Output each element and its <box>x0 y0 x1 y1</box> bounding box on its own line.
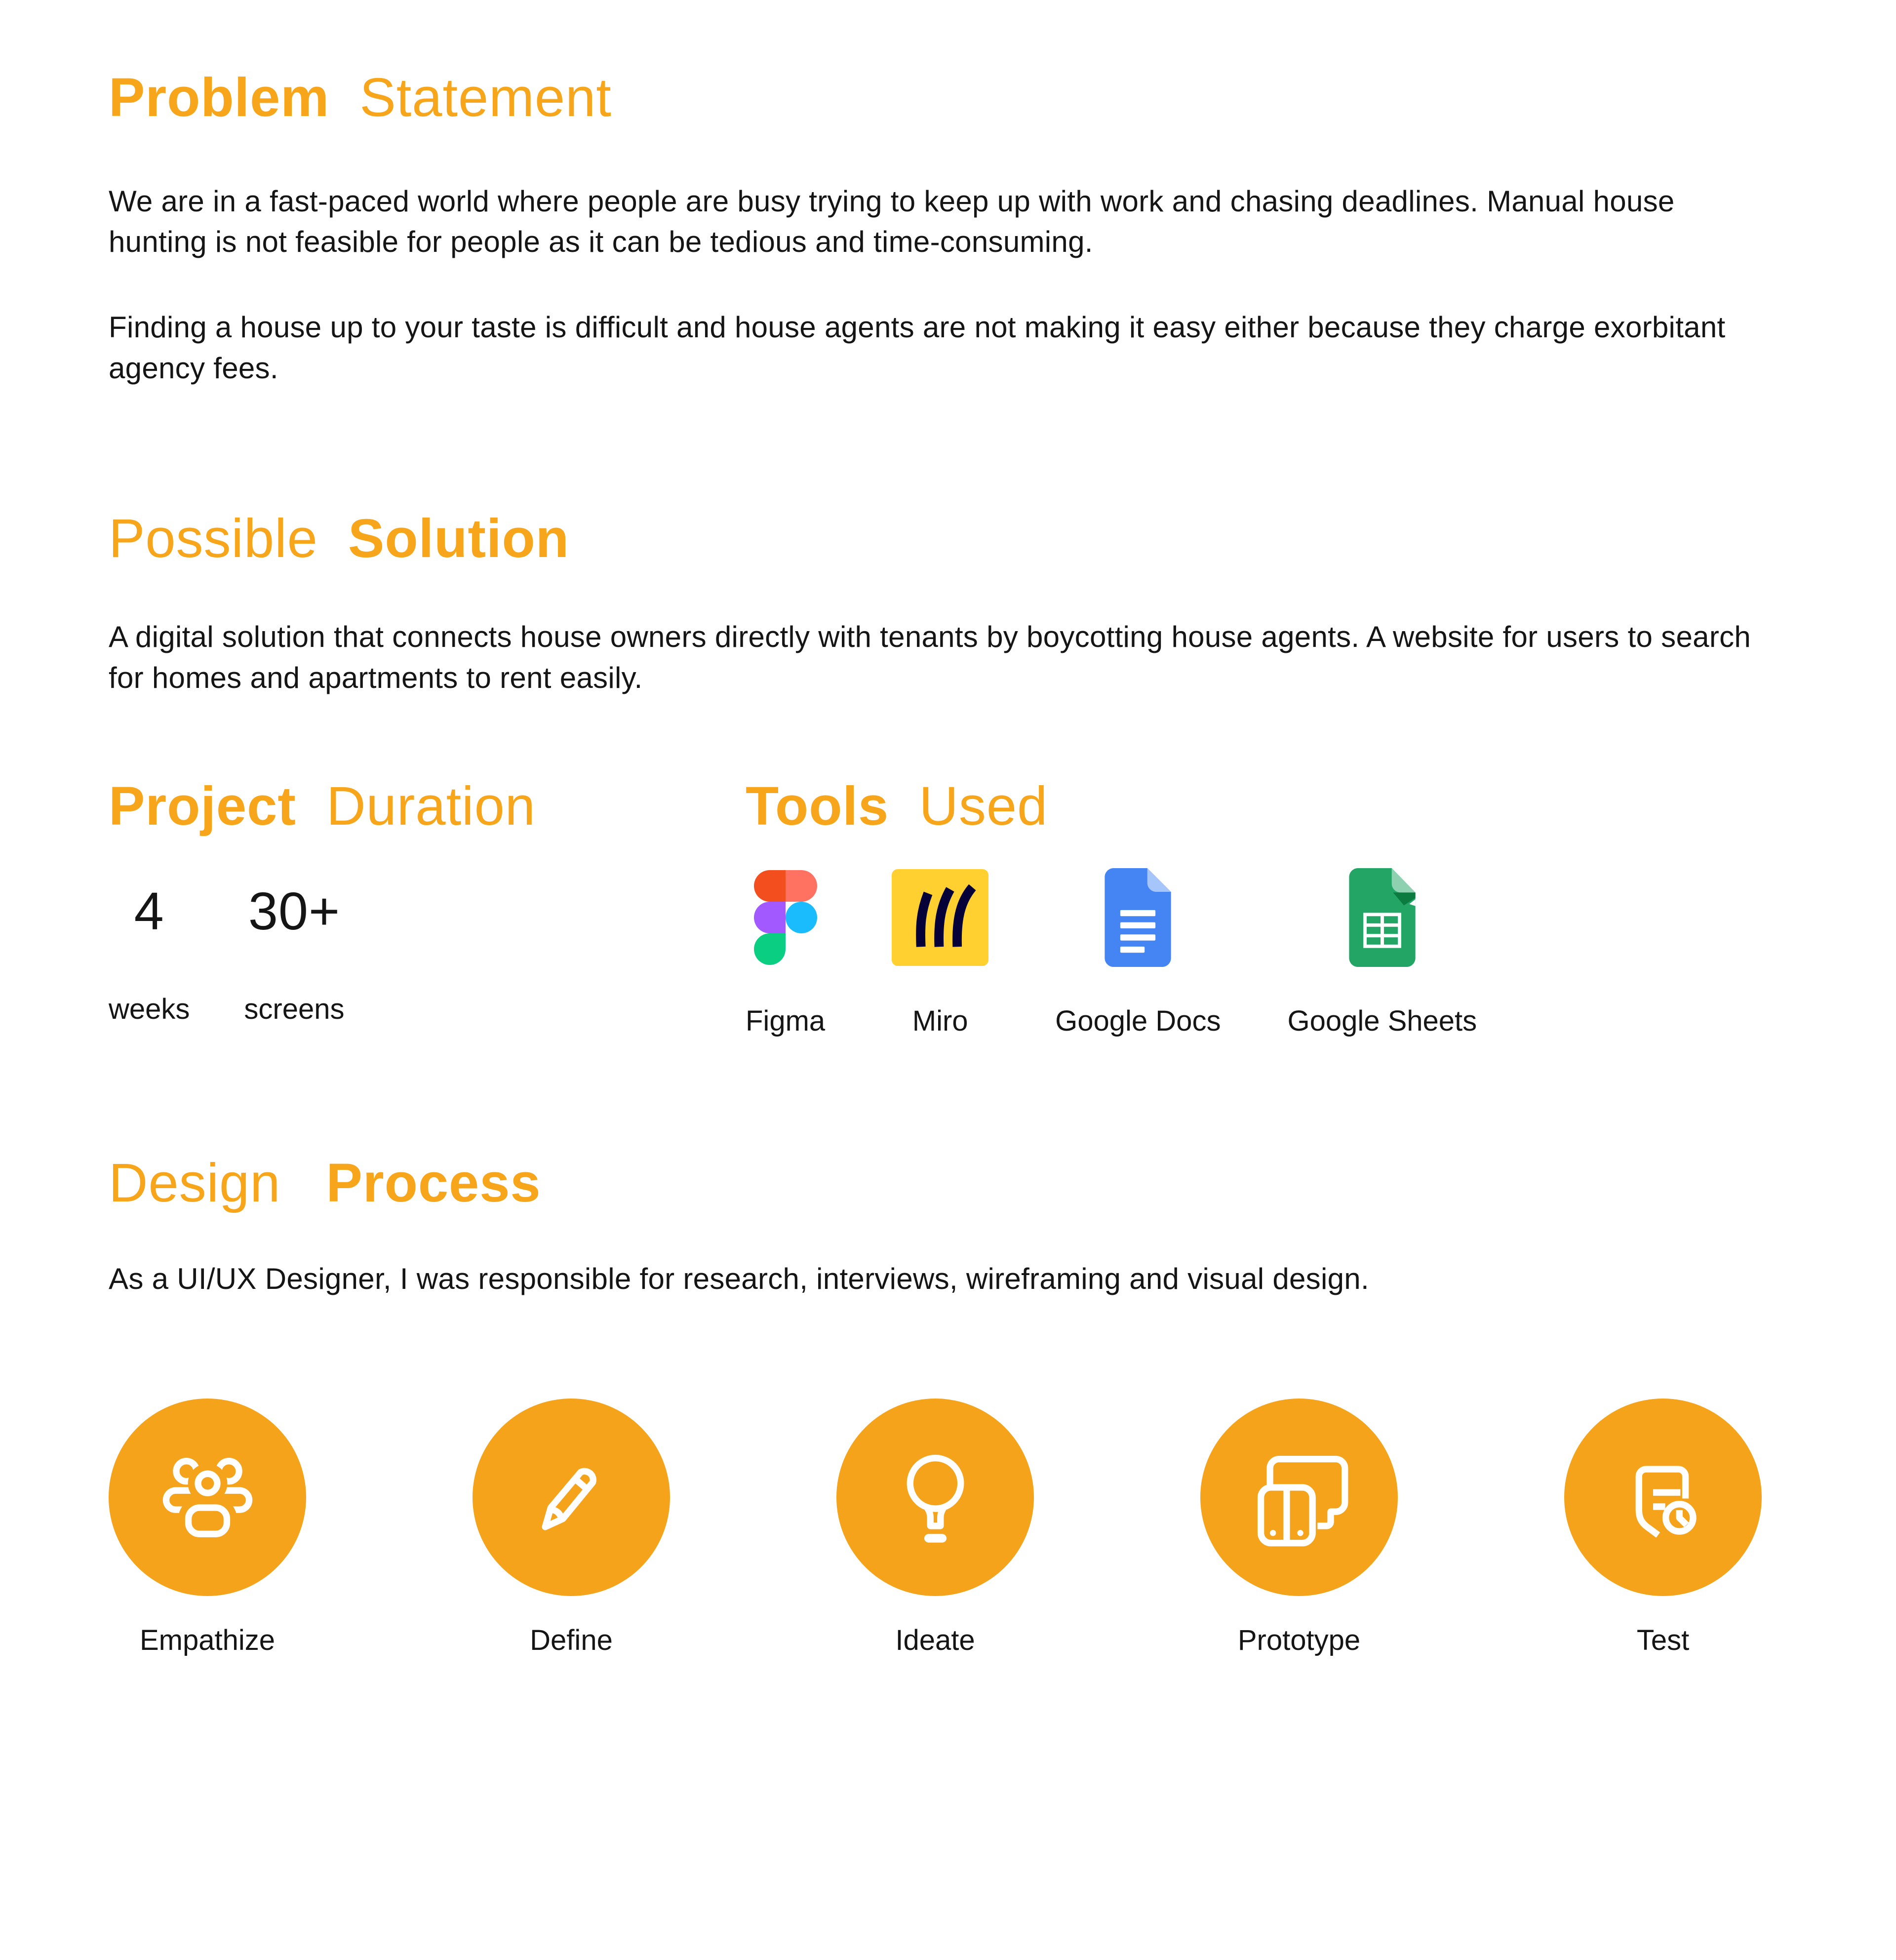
step-ideate <box>836 1399 1034 1658</box>
step-define <box>473 1399 670 1658</box>
duration-tools-row <box>109 775 1807 1039</box>
solution-paragraph: A digital solution that connects house owners directly with tenants by boycotting house agents. A website for users to search for homes and apartments to rent easily. <box>109 620 1751 694</box>
stat-screens <box>244 881 345 1027</box>
project-duration-section <box>109 775 746 1027</box>
tools-title-regular: Used <box>919 775 1048 837</box>
duration-title-bold: Project <box>109 775 296 837</box>
duration-stats <box>109 881 746 1027</box>
solution-title <box>109 508 1807 570</box>
miro-icon <box>892 868 988 967</box>
stat-weeks <box>109 881 190 1027</box>
step-prototype-label: Prototype <box>1237 1624 1361 1657</box>
problem-title-bold: Problem <box>109 67 330 128</box>
step-test-label: Test <box>1636 1624 1690 1657</box>
process-title-regular: Design <box>109 1152 281 1213</box>
tool-google-sheets-label: Google Sheets <box>1287 1005 1477 1038</box>
problem-title-regular: Statement <box>359 67 612 128</box>
prototype-circle <box>1200 1399 1398 1596</box>
tool-miro-label: Miro <box>912 1005 968 1038</box>
tools-used-section <box>746 775 1807 1039</box>
define-circle <box>473 1399 670 1596</box>
test-circle <box>1564 1399 1762 1596</box>
step-empathize-label: Empathize <box>139 1624 276 1657</box>
duration-title-regular: Duration <box>326 775 536 837</box>
google-docs-icon <box>1104 868 1172 967</box>
process-title-bold: Process <box>326 1152 541 1213</box>
stat-weeks-label: weeks <box>109 993 190 1026</box>
tool-figma-label: Figma <box>746 1005 826 1038</box>
tools-list <box>746 868 1807 1039</box>
prototype-icon <box>1249 1447 1350 1548</box>
stat-screens-label: screens <box>244 993 345 1026</box>
google-sheets-icon <box>1348 868 1416 967</box>
problem-title <box>109 67 1807 129</box>
process-title <box>109 1152 1807 1215</box>
tool-figma <box>746 868 825 1039</box>
ideate-circle <box>836 1399 1034 1596</box>
solution-title-bold: Solution <box>348 508 569 569</box>
step-prototype <box>1200 1399 1398 1658</box>
duration-title <box>109 775 746 838</box>
test-icon <box>1613 1447 1714 1548</box>
tools-title-bold: Tools <box>746 775 889 837</box>
step-define-label: Define <box>530 1624 613 1657</box>
empathize-icon <box>157 1447 258 1548</box>
tool-google-docs <box>1055 868 1221 1039</box>
step-ideate-label: Ideate <box>895 1624 975 1657</box>
stat-weeks-value: 4 <box>134 881 164 941</box>
step-empathize <box>109 1399 306 1658</box>
figma-icon <box>754 868 817 967</box>
tool-miro <box>892 868 988 1039</box>
solution-title-regular: Possible <box>109 508 318 569</box>
problem-paragraph-1: We are in a fast-paced world where people are busy trying to keep up with work and chasing deadlines. Manual house hunting is not feasible for people as it can be tedious and time-consuming. <box>109 184 1675 259</box>
tool-google-docs-label: Google Docs <box>1055 1005 1221 1038</box>
stat-screens-value: 30+ <box>248 881 341 941</box>
problem-paragraph-2: Finding a house up to your taste is difficult and house agents are not making it easy either because they charge exorbitant agency fees. <box>109 311 1726 385</box>
design-process-steps <box>109 1399 1807 1658</box>
define-icon <box>521 1447 622 1548</box>
tools-title <box>746 775 1807 838</box>
ideate-icon <box>885 1447 986 1548</box>
empathize-circle <box>109 1399 306 1596</box>
step-test <box>1564 1399 1762 1658</box>
process-paragraph: As a UI/UX Designer, I was responsible for research, interviews, wireframing and visual design. <box>109 1262 1369 1296</box>
tool-google-sheets <box>1287 868 1477 1039</box>
